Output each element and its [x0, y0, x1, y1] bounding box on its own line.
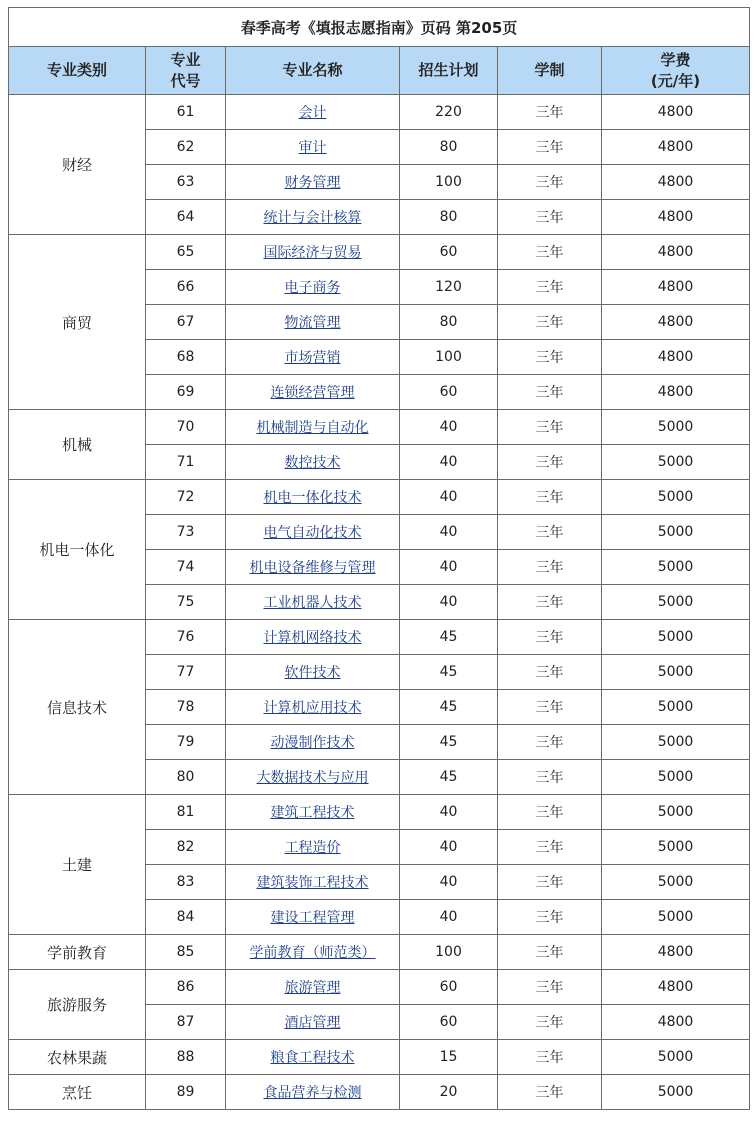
plan-cell: 40	[400, 795, 498, 830]
fee-cell: 4800	[602, 270, 750, 305]
table-row	[9, 970, 750, 1005]
code-cell: 86	[146, 970, 226, 1005]
major-name-link[interactable]: 机电一体化技术	[263, 490, 362, 506]
plan-cell: 45	[400, 725, 498, 760]
plan-cell: 20	[400, 1075, 498, 1110]
major-name-link[interactable]: 食品营养与检测	[263, 1085, 362, 1101]
code-cell: 87	[146, 1005, 226, 1040]
duration-cell: 三年	[498, 375, 602, 410]
major-name-link[interactable]: 建筑装饰工程技术	[256, 875, 369, 891]
fee-cell: 4800	[602, 305, 750, 340]
fee-cell: 5000	[602, 445, 750, 480]
duration-cell: 三年	[498, 410, 602, 445]
major-name-cell	[226, 550, 400, 585]
duration-cell: 三年	[498, 235, 602, 270]
enrollment-table-container	[8, 7, 749, 1110]
plan-cell: 80	[400, 130, 498, 165]
table-row	[9, 1075, 750, 1110]
duration-cell: 三年	[498, 1040, 602, 1075]
fee-cell: 5000	[602, 515, 750, 550]
table-row	[9, 410, 750, 445]
code-cell: 73	[146, 515, 226, 550]
major-name-cell	[226, 480, 400, 515]
header-category: 专业类别	[9, 47, 146, 95]
fee-cell: 5000	[602, 410, 750, 445]
duration-cell: 三年	[498, 865, 602, 900]
major-name-link[interactable]: 数控技术	[284, 455, 341, 471]
category-cell: 学前教育	[9, 935, 146, 970]
plan-cell: 100	[400, 340, 498, 375]
major-name-cell	[226, 445, 400, 480]
fee-cell: 5000	[602, 1075, 750, 1110]
fee-cell: 4800	[602, 1005, 750, 1040]
major-name-cell	[226, 200, 400, 235]
plan-cell: 100	[400, 935, 498, 970]
code-cell: 63	[146, 165, 226, 200]
plan-cell: 40	[400, 900, 498, 935]
plan-cell: 45	[400, 655, 498, 690]
major-name-cell	[226, 900, 400, 935]
plan-cell: 45	[400, 760, 498, 795]
major-name-cell	[226, 235, 400, 270]
duration-cell: 三年	[498, 655, 602, 690]
plan-cell: 40	[400, 480, 498, 515]
major-name-link[interactable]: 机电设备维修与管理	[249, 560, 376, 576]
code-cell: 84	[146, 900, 226, 935]
duration-cell: 三年	[498, 795, 602, 830]
plan-cell: 220	[400, 95, 498, 130]
major-name-cell	[226, 130, 400, 165]
code-cell: 80	[146, 760, 226, 795]
table-row	[9, 795, 750, 830]
code-cell: 64	[146, 200, 226, 235]
header-duration: 学制	[498, 47, 602, 95]
major-name-cell	[226, 1075, 400, 1110]
fee-cell: 4800	[602, 375, 750, 410]
duration-cell: 三年	[498, 1075, 602, 1110]
major-name-link[interactable]: 软件技术	[284, 665, 341, 681]
fee-cell: 5000	[602, 865, 750, 900]
major-name-link[interactable]: 旅游管理	[284, 980, 341, 996]
major-name-cell	[226, 865, 400, 900]
major-name-link[interactable]: 学前教育（师范类）	[249, 945, 376, 961]
duration-cell: 三年	[498, 900, 602, 935]
duration-cell: 三年	[498, 340, 602, 375]
fee-cell: 5000	[602, 620, 750, 655]
fee-cell: 5000	[602, 830, 750, 865]
duration-cell: 三年	[498, 585, 602, 620]
code-cell: 89	[146, 1075, 226, 1110]
fee-cell: 4800	[602, 95, 750, 130]
enrollment-table	[8, 7, 750, 1110]
fee-cell: 5000	[602, 480, 750, 515]
major-name-link[interactable]: 建筑工程技术	[270, 805, 355, 821]
header-fee-line2: (元/年)	[650, 71, 701, 90]
major-name-cell	[226, 725, 400, 760]
major-name-link[interactable]: 统计与会计核算	[263, 210, 362, 226]
fee-cell: 5000	[602, 655, 750, 690]
major-name-cell	[226, 935, 400, 970]
plan-cell: 60	[400, 375, 498, 410]
table-body	[9, 95, 750, 1110]
fee-cell: 5000	[602, 900, 750, 935]
major-name-cell	[226, 375, 400, 410]
plan-cell: 15	[400, 1040, 498, 1075]
table-row	[9, 480, 750, 515]
major-name-cell	[226, 585, 400, 620]
major-name-cell	[226, 340, 400, 375]
major-name-link[interactable]: 物流管理	[284, 315, 341, 331]
plan-cell: 40	[400, 515, 498, 550]
duration-cell: 三年	[498, 165, 602, 200]
category-cell: 商贸	[9, 235, 146, 410]
plan-cell: 60	[400, 1005, 498, 1040]
fee-cell: 4800	[602, 235, 750, 270]
code-cell: 77	[146, 655, 226, 690]
major-name-cell	[226, 515, 400, 550]
fee-cell: 5000	[602, 760, 750, 795]
duration-cell: 三年	[498, 725, 602, 760]
major-name-link[interactable]: 大数据技术与应用	[256, 770, 369, 786]
major-name-link[interactable]: 酒店管理	[284, 1015, 341, 1031]
fee-cell: 4800	[602, 130, 750, 165]
header-code	[146, 47, 226, 95]
major-name-cell	[226, 165, 400, 200]
fee-cell: 5000	[602, 690, 750, 725]
fee-cell: 4800	[602, 935, 750, 970]
major-name-link[interactable]: 建设工程管理	[270, 910, 355, 926]
major-name-link[interactable]: 工业机器人技术	[263, 595, 362, 611]
plan-cell: 45	[400, 620, 498, 655]
fee-cell: 4800	[602, 970, 750, 1005]
plan-cell: 60	[400, 970, 498, 1005]
header-row	[9, 47, 750, 95]
major-name-cell	[226, 655, 400, 690]
plan-cell: 40	[400, 410, 498, 445]
plan-cell: 80	[400, 200, 498, 235]
fee-cell: 4800	[602, 165, 750, 200]
header-plan: 招生计划	[400, 47, 498, 95]
major-name-link[interactable]: 会计	[298, 105, 327, 121]
code-cell: 67	[146, 305, 226, 340]
fee-cell: 5000	[602, 585, 750, 620]
duration-cell: 三年	[498, 130, 602, 165]
code-cell: 70	[146, 410, 226, 445]
major-name-cell	[226, 760, 400, 795]
table-row	[9, 1040, 750, 1075]
major-name-cell	[226, 410, 400, 445]
code-cell: 75	[146, 585, 226, 620]
code-cell: 66	[146, 270, 226, 305]
major-name-link[interactable]: 电气自动化技术	[263, 525, 362, 541]
major-name-link[interactable]: 电子商务	[284, 280, 341, 296]
plan-cell: 45	[400, 690, 498, 725]
major-name-link[interactable]: 连锁经营管理	[270, 385, 355, 401]
code-cell: 78	[146, 690, 226, 725]
major-name-link[interactable]: 审计	[298, 140, 327, 156]
fee-cell: 5000	[602, 725, 750, 760]
code-cell: 74	[146, 550, 226, 585]
duration-cell: 三年	[498, 550, 602, 585]
code-cell: 81	[146, 795, 226, 830]
major-name-cell	[226, 620, 400, 655]
category-cell: 机械	[9, 410, 146, 480]
table-row	[9, 620, 750, 655]
code-cell: 69	[146, 375, 226, 410]
category-cell: 旅游服务	[9, 970, 146, 1040]
major-name-link[interactable]: 国际经济与贸易	[263, 245, 362, 261]
major-name-link[interactable]: 市场营销	[284, 350, 341, 366]
fee-cell: 5000	[602, 795, 750, 830]
major-name-cell	[226, 830, 400, 865]
category-cell: 机电一体化	[9, 480, 146, 620]
major-name-cell	[226, 95, 400, 130]
plan-cell: 80	[400, 305, 498, 340]
code-cell: 82	[146, 830, 226, 865]
duration-cell: 三年	[498, 690, 602, 725]
duration-cell: 三年	[498, 620, 602, 655]
header-fee	[602, 47, 750, 95]
duration-cell: 三年	[498, 445, 602, 480]
major-name-link[interactable]: 计算机应用技术	[263, 700, 362, 716]
code-cell: 83	[146, 865, 226, 900]
header-name: 专业名称	[226, 47, 400, 95]
duration-cell: 三年	[498, 270, 602, 305]
duration-cell: 三年	[498, 95, 602, 130]
duration-cell: 三年	[498, 200, 602, 235]
category-cell: 农林果蔬	[9, 1040, 146, 1075]
table-row	[9, 235, 750, 270]
duration-cell: 三年	[498, 480, 602, 515]
plan-cell: 60	[400, 235, 498, 270]
major-name-cell	[226, 270, 400, 305]
code-cell: 68	[146, 340, 226, 375]
code-cell: 72	[146, 480, 226, 515]
duration-cell: 三年	[498, 1005, 602, 1040]
code-cell: 88	[146, 1040, 226, 1075]
table-row	[9, 935, 750, 970]
plan-cell: 40	[400, 830, 498, 865]
code-cell: 76	[146, 620, 226, 655]
fee-cell: 5000	[602, 1040, 750, 1075]
duration-cell: 三年	[498, 760, 602, 795]
code-cell: 79	[146, 725, 226, 760]
plan-cell: 40	[400, 445, 498, 480]
header-code-line1: 专业	[170, 50, 201, 69]
table-title: 春季高考《填报志愿指南》页码 第205页	[9, 8, 750, 47]
category-cell: 信息技术	[9, 620, 146, 795]
code-cell: 62	[146, 130, 226, 165]
code-cell: 65	[146, 235, 226, 270]
major-name-cell	[226, 305, 400, 340]
category-cell: 财经	[9, 95, 146, 235]
duration-cell: 三年	[498, 830, 602, 865]
duration-cell: 三年	[498, 935, 602, 970]
major-name-link[interactable]: 机械制造与自动化	[256, 420, 369, 436]
major-name-cell	[226, 1040, 400, 1075]
plan-cell: 100	[400, 165, 498, 200]
fee-cell: 4800	[602, 340, 750, 375]
code-cell: 71	[146, 445, 226, 480]
category-cell: 土建	[9, 795, 146, 935]
plan-cell: 40	[400, 585, 498, 620]
major-name-link[interactable]: 动漫制作技术	[270, 735, 355, 751]
major-name-cell	[226, 970, 400, 1005]
plan-cell: 40	[400, 550, 498, 585]
major-name-cell	[226, 1005, 400, 1040]
code-cell: 61	[146, 95, 226, 130]
major-name-cell	[226, 690, 400, 725]
duration-cell: 三年	[498, 970, 602, 1005]
major-name-link[interactable]: 财务管理	[284, 175, 341, 191]
fee-cell: 5000	[602, 550, 750, 585]
duration-cell: 三年	[498, 515, 602, 550]
plan-cell: 40	[400, 865, 498, 900]
table-row	[9, 95, 750, 130]
plan-cell: 120	[400, 270, 498, 305]
duration-cell: 三年	[498, 305, 602, 340]
header-fee-line1: 学费	[660, 50, 691, 69]
fee-cell: 4800	[602, 200, 750, 235]
category-cell: 烹饪	[9, 1075, 146, 1110]
header-code-line2: 代号	[170, 71, 201, 90]
code-cell: 85	[146, 935, 226, 970]
major-name-link[interactable]: 粮食工程技术	[270, 1050, 355, 1066]
major-name-cell	[226, 795, 400, 830]
major-name-link[interactable]: 工程造价	[284, 840, 341, 856]
major-name-link[interactable]: 计算机网络技术	[263, 630, 362, 646]
